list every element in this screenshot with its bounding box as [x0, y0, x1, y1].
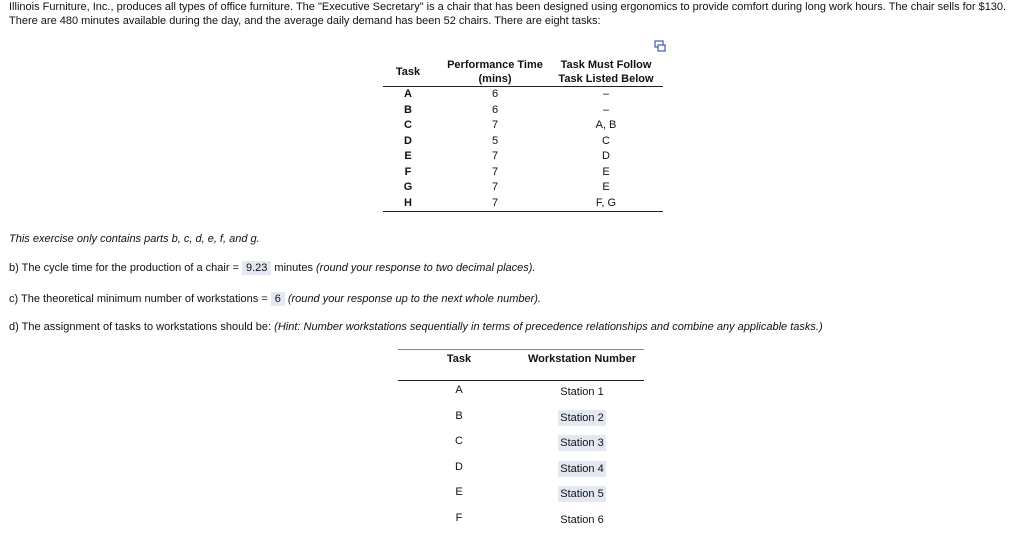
- table-row: B Station 2: [398, 407, 644, 433]
- copy-icon[interactable]: [654, 40, 666, 52]
- task-table: [383, 56, 663, 212]
- station-answer[interactable]: Station 4: [558, 461, 605, 477]
- assignment-table-header: [398, 350, 644, 381]
- min-workstations-answer[interactable]: 6: [271, 292, 285, 306]
- table-row: H 7 F, G: [383, 196, 663, 212]
- table-row: F Station 6: [398, 509, 644, 534]
- station-answer[interactable]: Station 2: [558, 410, 605, 426]
- exercise-note: This exercise only contains parts b, c, d, e, f, and g.: [9, 233, 260, 245]
- task-table-header: [383, 56, 663, 87]
- header-task-must-follow: Task Must Follow Task Listed Below: [551, 58, 661, 86]
- table-row: F 7 E: [383, 165, 663, 181]
- problem-statement: Illinois Furniture, Inc., produces all types of office furniture. The "Executive Secretary" is a chair that has been designed using ergonomics to provide comfort during long work hours. The chair sells for $130. There are 480 minutes available during the day, and the average daily demand has been 52 chairs. There are eight tasks:: [9, 0, 1019, 28]
- cycle-time-answer[interactable]: 9.23: [242, 261, 271, 275]
- header-task: Task: [426, 353, 492, 365]
- station-value: Station 6: [558, 512, 605, 528]
- table-row: D 5 C: [383, 134, 663, 150]
- header-performance-time: Performance Time (mins): [440, 58, 550, 86]
- table-row: E Station 5: [398, 483, 644, 509]
- part-b-question: b) The cycle time for the production of a chair = 9.23 minutes (round your response to two decimal places).: [9, 261, 536, 275]
- table-row: A 6 –: [383, 87, 663, 103]
- station-answer[interactable]: Station 5: [558, 486, 605, 502]
- part-c-question: c) The theoretical minimum number of workstations = 6 (round your response up to the next whole number).: [9, 292, 541, 306]
- header-task: Task: [393, 65, 423, 79]
- assignment-table: [398, 349, 644, 534]
- table-row: E 7 D: [383, 149, 663, 165]
- part-d-question: d) The assignment of tasks to workstations should be: (Hint: Number workstations sequentially in terms of precedence relationships and combine any applicable tasks.): [9, 321, 823, 333]
- table-row: C Station 3: [398, 432, 644, 458]
- table-row: B 6 –: [383, 103, 663, 119]
- table-row: A Station 1: [398, 381, 644, 407]
- table-row: G 7 E: [383, 180, 663, 196]
- table-row: C 7 A, B: [383, 118, 663, 134]
- station-answer[interactable]: Station 3: [558, 435, 605, 451]
- header-workstation-number: Workstation Number: [520, 353, 644, 365]
- station-value: Station 1: [558, 384, 605, 400]
- table-row: D Station 4: [398, 458, 644, 484]
